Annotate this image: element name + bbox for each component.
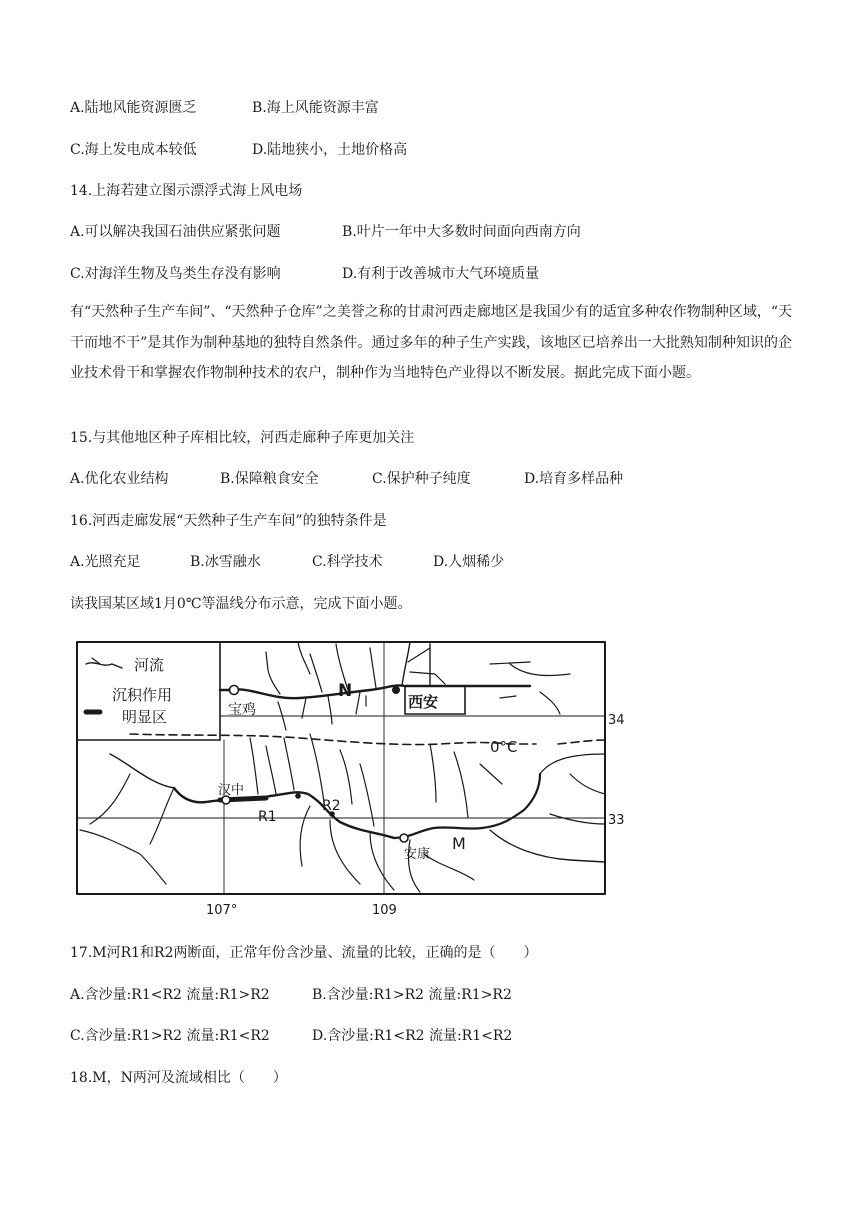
xian-marker — [392, 686, 400, 694]
river-m-label: M — [452, 834, 466, 853]
q15-option-b: B.保障粮食安全 — [220, 471, 319, 487]
ankang-marker — [400, 834, 408, 842]
q15-option-d: D.培育多样品种 — [524, 471, 624, 487]
q16-option-d: D.人烟稀少 — [433, 554, 505, 570]
q18-stem: 18.M，N两河及流域相比（ ） — [70, 1070, 287, 1086]
xian-label: 西安 — [408, 693, 439, 711]
q16-option-b: B.冰雪融水 — [190, 554, 261, 570]
legend-river-label: 河流 — [134, 656, 165, 674]
baoji-marker — [230, 686, 239, 695]
q17-option-d: D.含沙量:R1<R2 流量:R1<R2 — [312, 1028, 513, 1044]
map-frame — [77, 642, 605, 894]
r1-marker — [295, 793, 301, 799]
q16-option-a: A.光照充足 — [70, 554, 141, 570]
river-n-label: N — [338, 681, 353, 701]
q17-option-b: B.含沙量:R1>R2 流量:R1>R2 — [312, 987, 512, 1003]
legend-deposit-label-1: 沉积作用 — [112, 686, 173, 704]
isotherm-label: 0°C — [490, 738, 518, 756]
q17-option-a: A.含沙量:R1<R2 流量:R1>R2 — [70, 987, 270, 1003]
isotherm-map — [70, 634, 630, 930]
ankang-label: 安康 — [404, 847, 431, 862]
lat-34-label: 34 — [608, 713, 625, 728]
q14-option-d: D.有利于改善城市大气环境质量 — [342, 266, 540, 282]
r2-label: R2 — [322, 798, 341, 814]
river-m — [174, 788, 394, 838]
q14-option-c: C.对海洋生物及鸟类生存没有影响 — [70, 266, 281, 282]
q13-option-a: A.陆地风能资源匮乏 — [70, 100, 197, 116]
river-n — [228, 685, 530, 698]
legend-river-symbol — [86, 663, 122, 668]
q15-stem: 15.与其他地区种子库相比较，河西走廊种子库更加关注 — [70, 430, 415, 446]
q13-option-d: D.陆地狭小，土地价格高 — [252, 142, 408, 158]
hanzhong-label: 汉中 — [218, 783, 245, 798]
lon-109-label: 109 — [372, 903, 397, 918]
map-intro: 读我国某区域1月0℃等温线分布示意，完成下面小题。 — [70, 596, 412, 612]
passage: 有“天然种子生产车间”、“天然种子仓库”之美誉之称的甘肃河西走廊地区是我国少有的适宜多种农作物制种区域，“天干而地不干”是其作为制种基地的独特自然条件。通过多年的种子生产实践，该地区已培养出一大批熟知制种知识的企业技术骨干和掌握农作物制种技术的农户，制种作为当地特色产业得以不断发展。据此完成下面小题。 — [70, 304, 792, 381]
legend-deposit-label-2: 明显区 — [122, 708, 168, 726]
q14-stem: 14.上海若建立图示漂浮式海上风电场 — [70, 183, 303, 199]
q14-option-a: A.可以解决我国石油供应紧张问题 — [70, 224, 281, 240]
lon-107-label: 107° — [206, 903, 238, 918]
q17-stem: 17.M河R1和R2两断面，正常年份含沙量、流量的比较，正确的是（ ） — [70, 945, 538, 961]
q15-option-a: A.优化农业结构 — [70, 471, 169, 487]
q15-option-c: C.保护种子纯度 — [372, 471, 471, 487]
q17-option-c: C.含沙量:R1>R2 流量:R1<R2 — [70, 1028, 270, 1044]
r1-label: R1 — [258, 809, 277, 825]
q16-option-c: C.科学技术 — [312, 554, 383, 570]
baoji-label: 宝鸡 — [228, 702, 256, 718]
q14-option-b: B.叶片一年中大多数时间面向西南方向 — [342, 224, 581, 240]
q16-stem: 16.河西走廊发展“天然种子生产车间”的独特条件是 — [70, 513, 387, 529]
lat-33-label: 33 — [608, 813, 625, 828]
q13-option-b: B.海上风能资源丰富 — [252, 100, 379, 116]
q13-option-c: C.海上发电成本较低 — [70, 142, 197, 158]
